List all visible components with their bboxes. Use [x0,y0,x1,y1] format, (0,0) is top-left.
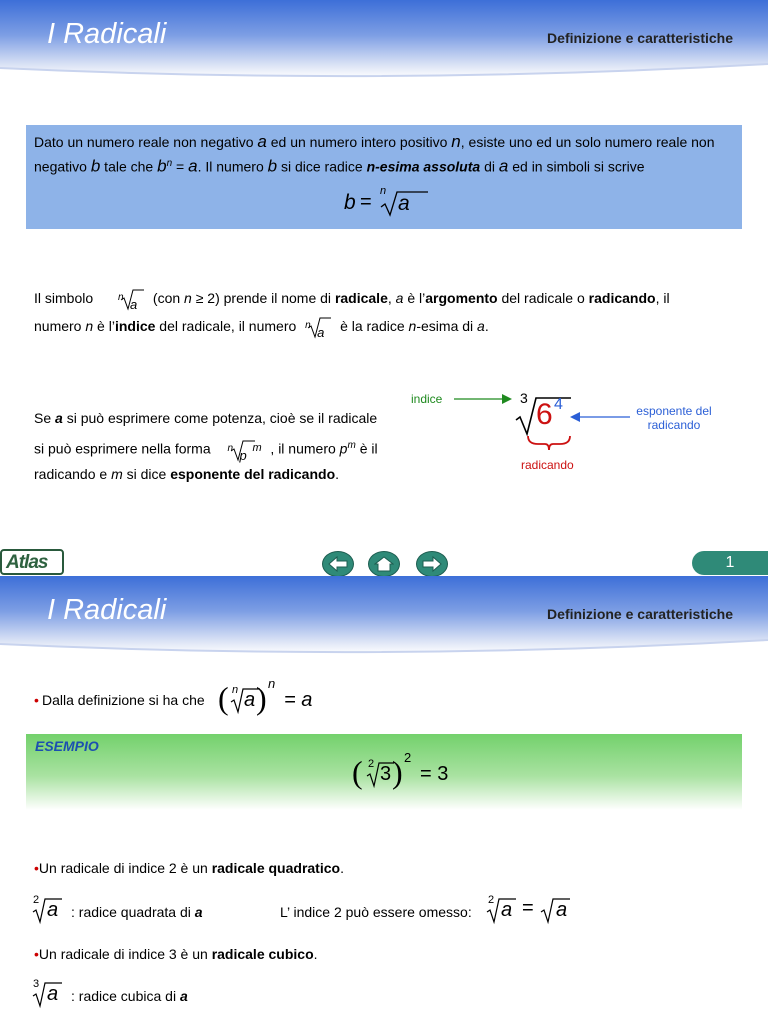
example-label: ESEMPIO [35,738,99,754]
nav-home-button[interactable] [368,551,400,576]
label-radicando: radicando [521,458,574,472]
definition-text: Dato un numero reale non negativo a ed un numero intero positivo n, esiste uno ed un solo numero reale non negativo b tale che $b^n = a$. Il numero b si dice radice n-esima assoluta di a ed in simboli si scrive [34,132,715,176]
nav-back-button[interactable] [322,551,354,576]
arrow-right-icon [454,392,516,406]
label-esponente: esponente del radicando [636,404,712,432]
arrow-right-icon [422,556,442,572]
cubic-line: •Un radicale di indice 3 è un radicale cubico. [34,946,318,962]
page-number: 1 [692,551,768,575]
cubic-definition: 3 a : radice cubica di a [30,976,430,1010]
brace-icon [524,434,574,452]
arrow-left-icon [328,556,348,572]
index-value: 3 [520,390,528,406]
arrow-left-icon [568,410,630,424]
power-paragraph: Se a si può esprimere come potenza, cioè se il radicale si può esprimere nella forma n p m , il numero $p^m$ è il radicando e m si dice esponente del radicando. [34,410,378,482]
example-formula: ( 2 3 ) 2 = 3 [352,750,449,790]
slide-subtitle: Definizione e caratteristiche [547,30,733,46]
quadratic-definition: 2 a : radice quadrata di a L’ indice 2 può essere omesso: 2 a = a [30,892,750,926]
radical-symbol-icon: n a [304,315,330,339]
slide-title: I Radicali [47,594,167,626]
header-wave-decoration [0,636,768,658]
definition-formula: b = n a [342,189,432,219]
slide-title: I Radicali [47,18,167,50]
base-value: 6 [536,398,553,431]
radical-diagram [400,386,760,476]
slide-header [0,0,768,78]
label-indice: indice [411,392,443,406]
definition-box [26,125,742,229]
example-box [26,734,742,810]
nav-forward-button[interactable] [416,551,448,576]
symbol-paragraph: Il simbolo n a (con n ≥ 2) prende il nome di radicale, a è l’argomento del radicale o radicando, il numero n è l’indice del radicale, il numero n a è la radice n-esima di a. [34,284,734,340]
slide-2 [0,576,768,1024]
atlas-logo: Atlas [0,549,64,575]
radical-symbol-icon: n a [117,287,143,311]
definition-consequence: • Dalla definizione si ha che ( n a ) n = a [34,676,313,716]
radical-power-icon: n p m [227,441,262,463]
slide-subtitle: Definizione e caratteristiche [547,606,733,622]
home-icon [374,556,394,572]
header-wave-decoration [0,60,768,82]
slide-header [0,576,768,654]
quadratic-line: •Un radicale di indice 2 è un radicale quadratico. [34,860,344,876]
exponent-value: 4 [554,396,563,413]
